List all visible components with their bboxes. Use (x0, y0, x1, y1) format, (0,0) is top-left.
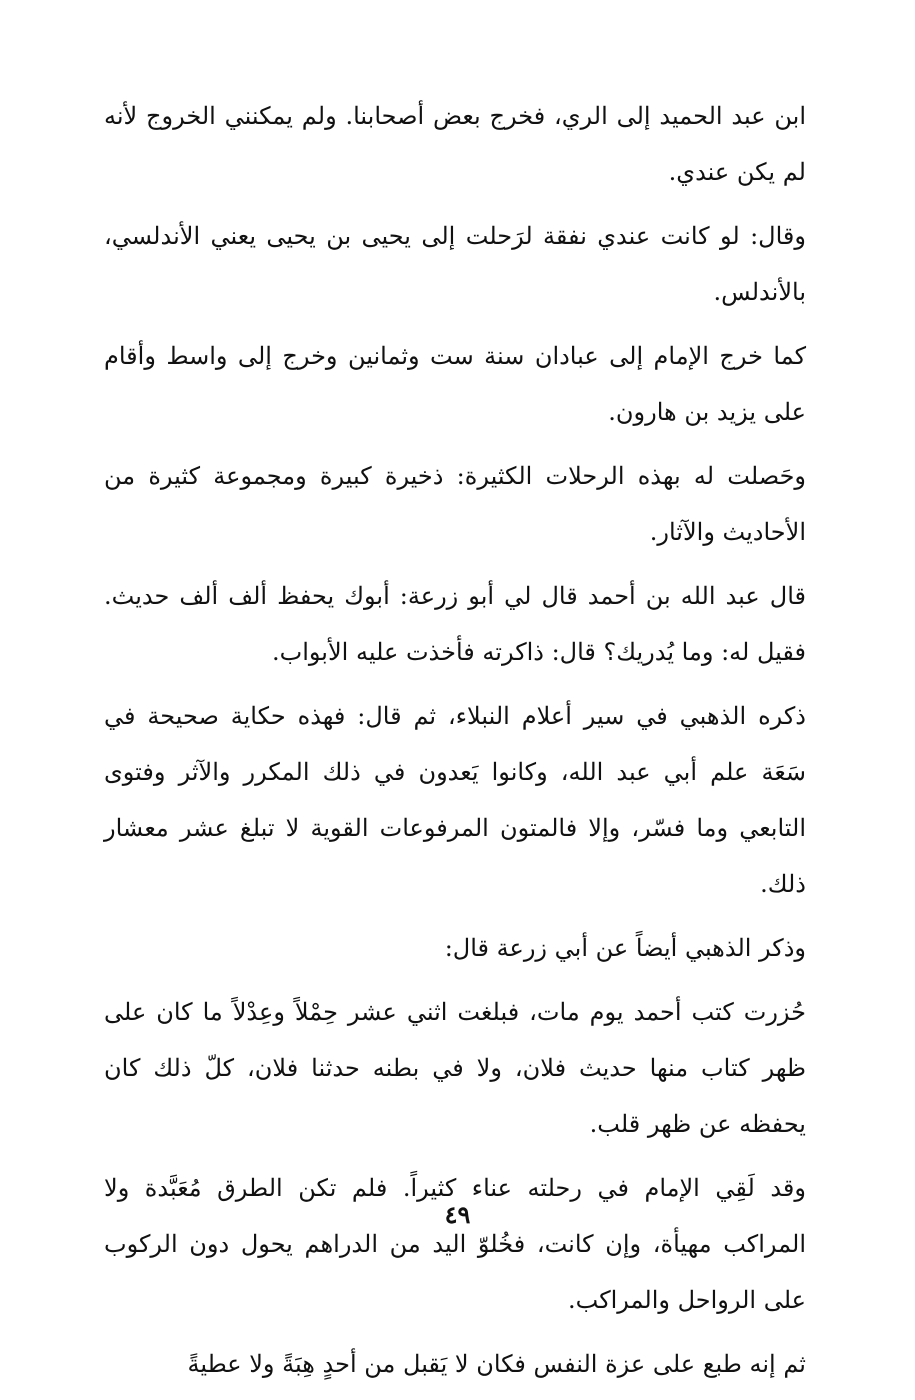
paragraph-10: ثم إنه طبع على عزة النفس فكان لا يَقبل من أحدٍ هِبَةً ولا عطيةً (187, 1350, 806, 1378)
paragraph-6: ذكره الذهبي في سير أعلام النبلاء، ثم قال: فهذه حكاية صحيحة في سَعَة علم أبي عبد الله، وكانوا يَعدون في ذلك المكرر والآثر وفتوى التابعي وما فسّر، وإلا فالمتون المرفوعات القوية لا تبلغ عشر معشار ذلك. (104, 702, 807, 898)
paragraph-8: حُزرت كتب أحمد يوم مات، فبلغت اثني عشر حِمْلاً وعِدْلاً ما كان على ظهر كتاب منها حديث فلان، ولا في بطنه حدثنا فلان، كلّ ذلك كان يحفظه عن ظهر قلب. (104, 998, 806, 1138)
paragraph-9: وقد لَقِي الإمام في رحلته عناء كثيراً. فلم تكن الطرق مُعَبَّدة ولا المراكب مهيأة، وإن كانت، فخُلوّ اليد من الدراهم يحول دون الركوب على الرواحل والمراكب. (104, 1174, 806, 1314)
paragraph-1: ابن عبد الحميد إلى الري، فخرج بعض أصحابنا. ولم يمكنني الخروج لأنه لم يكن عندي. (104, 102, 806, 186)
paragraph-3: كما خرج الإمام إلى عبادان سنة ست وثمانين وخرج إلى واسط وأقام على يزيد بن هارون. (104, 342, 806, 426)
page-number: ٤٩ (444, 1200, 471, 1229)
paragraph-2: وقال: لو كانت عندي نفقة لرَحلت إلى يحيى بن يحيى يعني الأندلسي، بالأندلس. (104, 222, 806, 306)
paragraph-4: وحَصلت له بهذه الرحلات الكثيرة: ذخيرة كبيرة ومجموعة كثيرة من الأحاديث والآثار. (104, 462, 806, 546)
paragraph-7: وذكر الذهبي أيضاً عن أبي زرعة قال: (444, 934, 806, 962)
paragraph-5: قال عبد الله بن أحمد قال لي أبو زرعة: أبوك يحفظ ألف ألف حديث. فقيل له: وما يُدريك؟ قال: ذاكرته فأخذت عليه الأبواب. (104, 582, 807, 666)
